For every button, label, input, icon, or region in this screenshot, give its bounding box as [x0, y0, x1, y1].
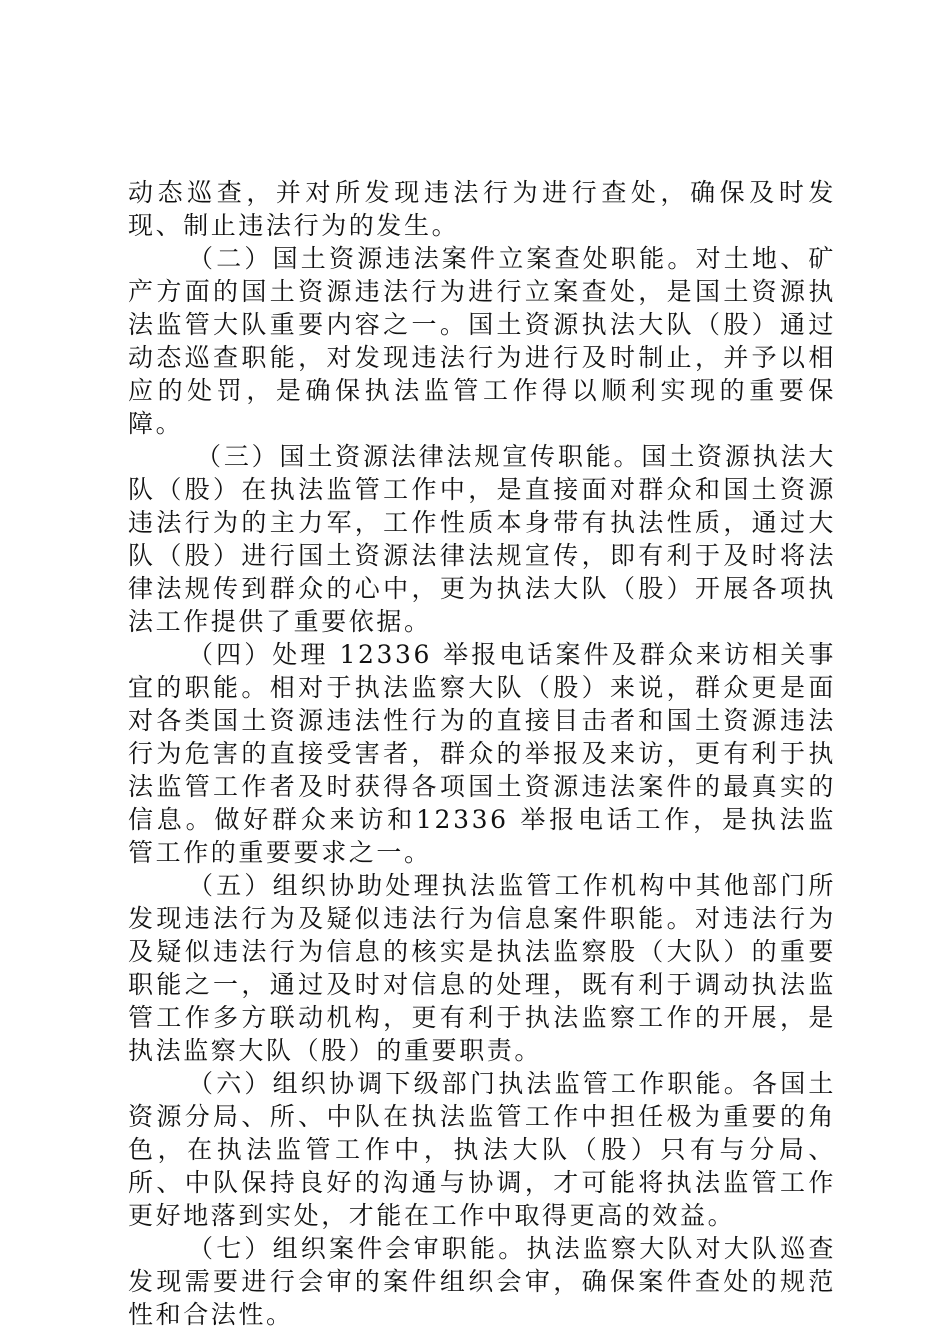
paragraph-section-4: （四）处理 12336 举报电话案件及群众来访相关事宜的职能。相对于执法监察大队（股）来说，群众更是面对各类国土资源违法性行为的直接目击者和国土资源违法行为危害的直接受害者，群众的举报及来访，更有利于执法监管工作者及时获得各项国土资源违法案件的最真实的信息。做好群众来访和12336 举报电话工作，是执法监管工作的重要要求之一。: [128, 640, 836, 867]
paragraph-section-5: （五）组织协助处理执法监管工作机构中其他部门所发现违法行为及疑似违法行为信息案件职能。对违法行为及疑似违法行为信息的核实是执法监察股（大队）的重要职能之一，通过及时对信息的处理，既有利于调动执法监管工作多方联动机构，更有利于执法监察工作的开展，是执法监察大队（股）的重要职责。: [128, 871, 836, 1065]
paragraph-section-2: （二）国土资源违法案件立案查处职能。对土地、矿产方面的国土资源违法行为进行立案查处，是国土资源执法监管大队重要内容之一。国土资源执法大队（股）通过动态巡查职能，对发现违法行为进行及时制止，并予以相应的处罚，是确保执法监管工作得以顺利实现的重要保障。: [128, 244, 836, 438]
document-body: [128, 176, 836, 1331]
paragraph-section-6: （六）组织协调下级部门执法监管工作职能。各国土资源分局、所、中队在执法监管工作中担任极为重要的角色，在执法监管工作中，执法大队（股）只有与分局、所、中队保持良好的沟通与协调，才可能将执法监管工作更好地落到实处，才能在工作中取得更高的效益。: [128, 1069, 836, 1230]
paragraph-section-7: （七）组织案件会审职能。执法监察大队对大队巡查发现需要进行会审的案件组织会审，确保案件查处的规范性和合法性。: [128, 1234, 836, 1329]
paragraph-continuation: 动态巡查，并对所发现违法行为进行查处，确保及时发现、制止违法行为的发生。: [128, 178, 836, 240]
paragraph-section-3: （三）国土资源法律法规宣传职能。国土资源执法大队（股）在执法监管工作中，是直接面对群众和国土资源违法行为的主力军，工作性质本身带有执法性质，通过大队（股）进行国土资源法律法规宣传，即有利于及时将法律法规传到群众的心中，更为执法大队（股）开展各项执法工作提供了重要依据。: [128, 442, 836, 636]
